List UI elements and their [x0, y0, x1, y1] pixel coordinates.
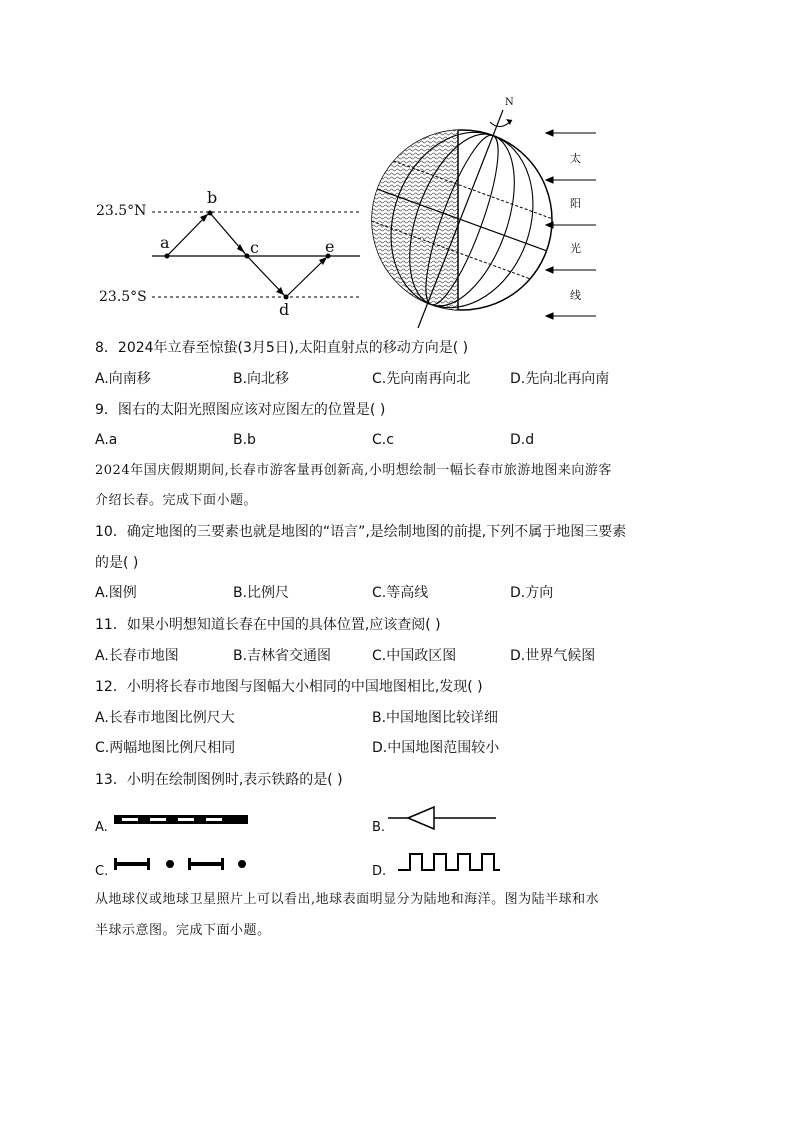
q12-option-a[interactable]: A.长春市地图比例尺大 [95, 710, 235, 726]
globe [366, 110, 557, 328]
q10-option-a[interactable]: A.图例 [95, 585, 137, 601]
solar-figure [0, 0, 794, 330]
q13-option-c[interactable]: C. [95, 864, 109, 879]
q8-option-c[interactable]: C.先向南再向北 [372, 371, 471, 387]
q8-stem: 8．2024年立春至惊蛰(3月5日),太阳直射点的移动方向是( ) [95, 340, 469, 356]
intro1-line2: 介绍长春。完成下面小题。 [95, 493, 258, 508]
q12-option-c[interactable]: C.两幅地图比例尺相同 [95, 740, 236, 756]
q11-stem: 11．如果小明想知道长春在中国的具体位置,应该查阅( ) [95, 617, 441, 633]
sun-ray-label-1: 太 [570, 152, 581, 165]
q9-option-d[interactable]: D.d [510, 432, 535, 448]
point-d-label: d [279, 300, 290, 319]
q13-option-a[interactable]: A. [95, 820, 108, 835]
sun-ray-label-3: 光 [570, 242, 581, 255]
arrow-symbol-icon[interactable] [386, 802, 498, 834]
sun-ray-label-2: 阳 [570, 197, 581, 210]
point-c-label: c [250, 238, 259, 257]
q11-option-a[interactable]: A.长春市地图 [95, 648, 179, 664]
q10-option-b[interactable]: B.比例尺 [233, 585, 290, 601]
label-23-5-south: 23.5°S [99, 289, 147, 305]
point-b-label: b [207, 188, 218, 207]
q9-stem: 9．图右的太阳光照图应该对应图左的位置是( ) [95, 402, 386, 418]
railway-symbol-icon[interactable] [112, 812, 252, 828]
label-23-5-north: 23.5°N [96, 203, 147, 219]
boundary-symbol-icon[interactable] [112, 854, 252, 874]
intro2-line2: 半球示意图。完成下面小题。 [95, 923, 271, 938]
q8-option-b[interactable]: B.向北移 [233, 371, 290, 387]
q13-stem: 13．小明在绘制图例时,表示铁路的是( ) [95, 772, 343, 788]
intro2-line1: 从地球仪或地球卫星照片上可以看出,地球表面明显分为陆地和海洋。图为陆半球和水 [95, 892, 600, 907]
q11-option-b[interactable]: B.吉林省交通图 [233, 648, 332, 664]
q9-option-a[interactable]: A.a [95, 432, 118, 448]
path-points [165, 211, 331, 300]
arrowheads [200, 214, 327, 295]
wall-symbol-icon[interactable] [396, 850, 502, 874]
q12-option-b[interactable]: B.中国地图比较详细 [372, 710, 499, 726]
q10-stem-line1: 10．确定地图的三要素也就是地图的“语言”,是绘制地图的前提,下列不属于地图三要素 [95, 524, 627, 540]
q10-option-d[interactable]: D.方向 [510, 585, 554, 601]
north-pole-label: N [505, 97, 514, 108]
q9-option-c[interactable]: C.c [372, 432, 394, 448]
q11-option-c[interactable]: C.中国政区图 [372, 648, 457, 664]
sun-ray-label-4: 线 [570, 289, 581, 302]
q12-option-d[interactable]: D.中国地图范围较小 [372, 740, 500, 756]
point-a-label: a [160, 233, 170, 252]
q8-option-a[interactable]: A.向南移 [95, 371, 151, 387]
q13-option-b[interactable]: B. [372, 820, 386, 835]
q10-stem-line2: 的是( ) [95, 555, 139, 571]
q11-option-d[interactable]: D.世界气候图 [510, 648, 596, 664]
q13-option-d[interactable]: D. [372, 864, 387, 879]
intro1-line1: 2024年国庆假期期间,长春市游客量再创新高,小明想绘制一幅长春市旅游地图来向游客 [95, 463, 612, 478]
q10-option-c[interactable]: C.等高线 [372, 585, 429, 601]
q8-option-d[interactable]: D.先向北再向南 [510, 371, 610, 387]
q12-stem: 12．小明将长春市地图与图幅大小相同的中国地图相比,发现( ) [95, 679, 483, 695]
point-e-label: e [325, 237, 335, 256]
q9-option-b[interactable]: B.b [233, 432, 256, 448]
